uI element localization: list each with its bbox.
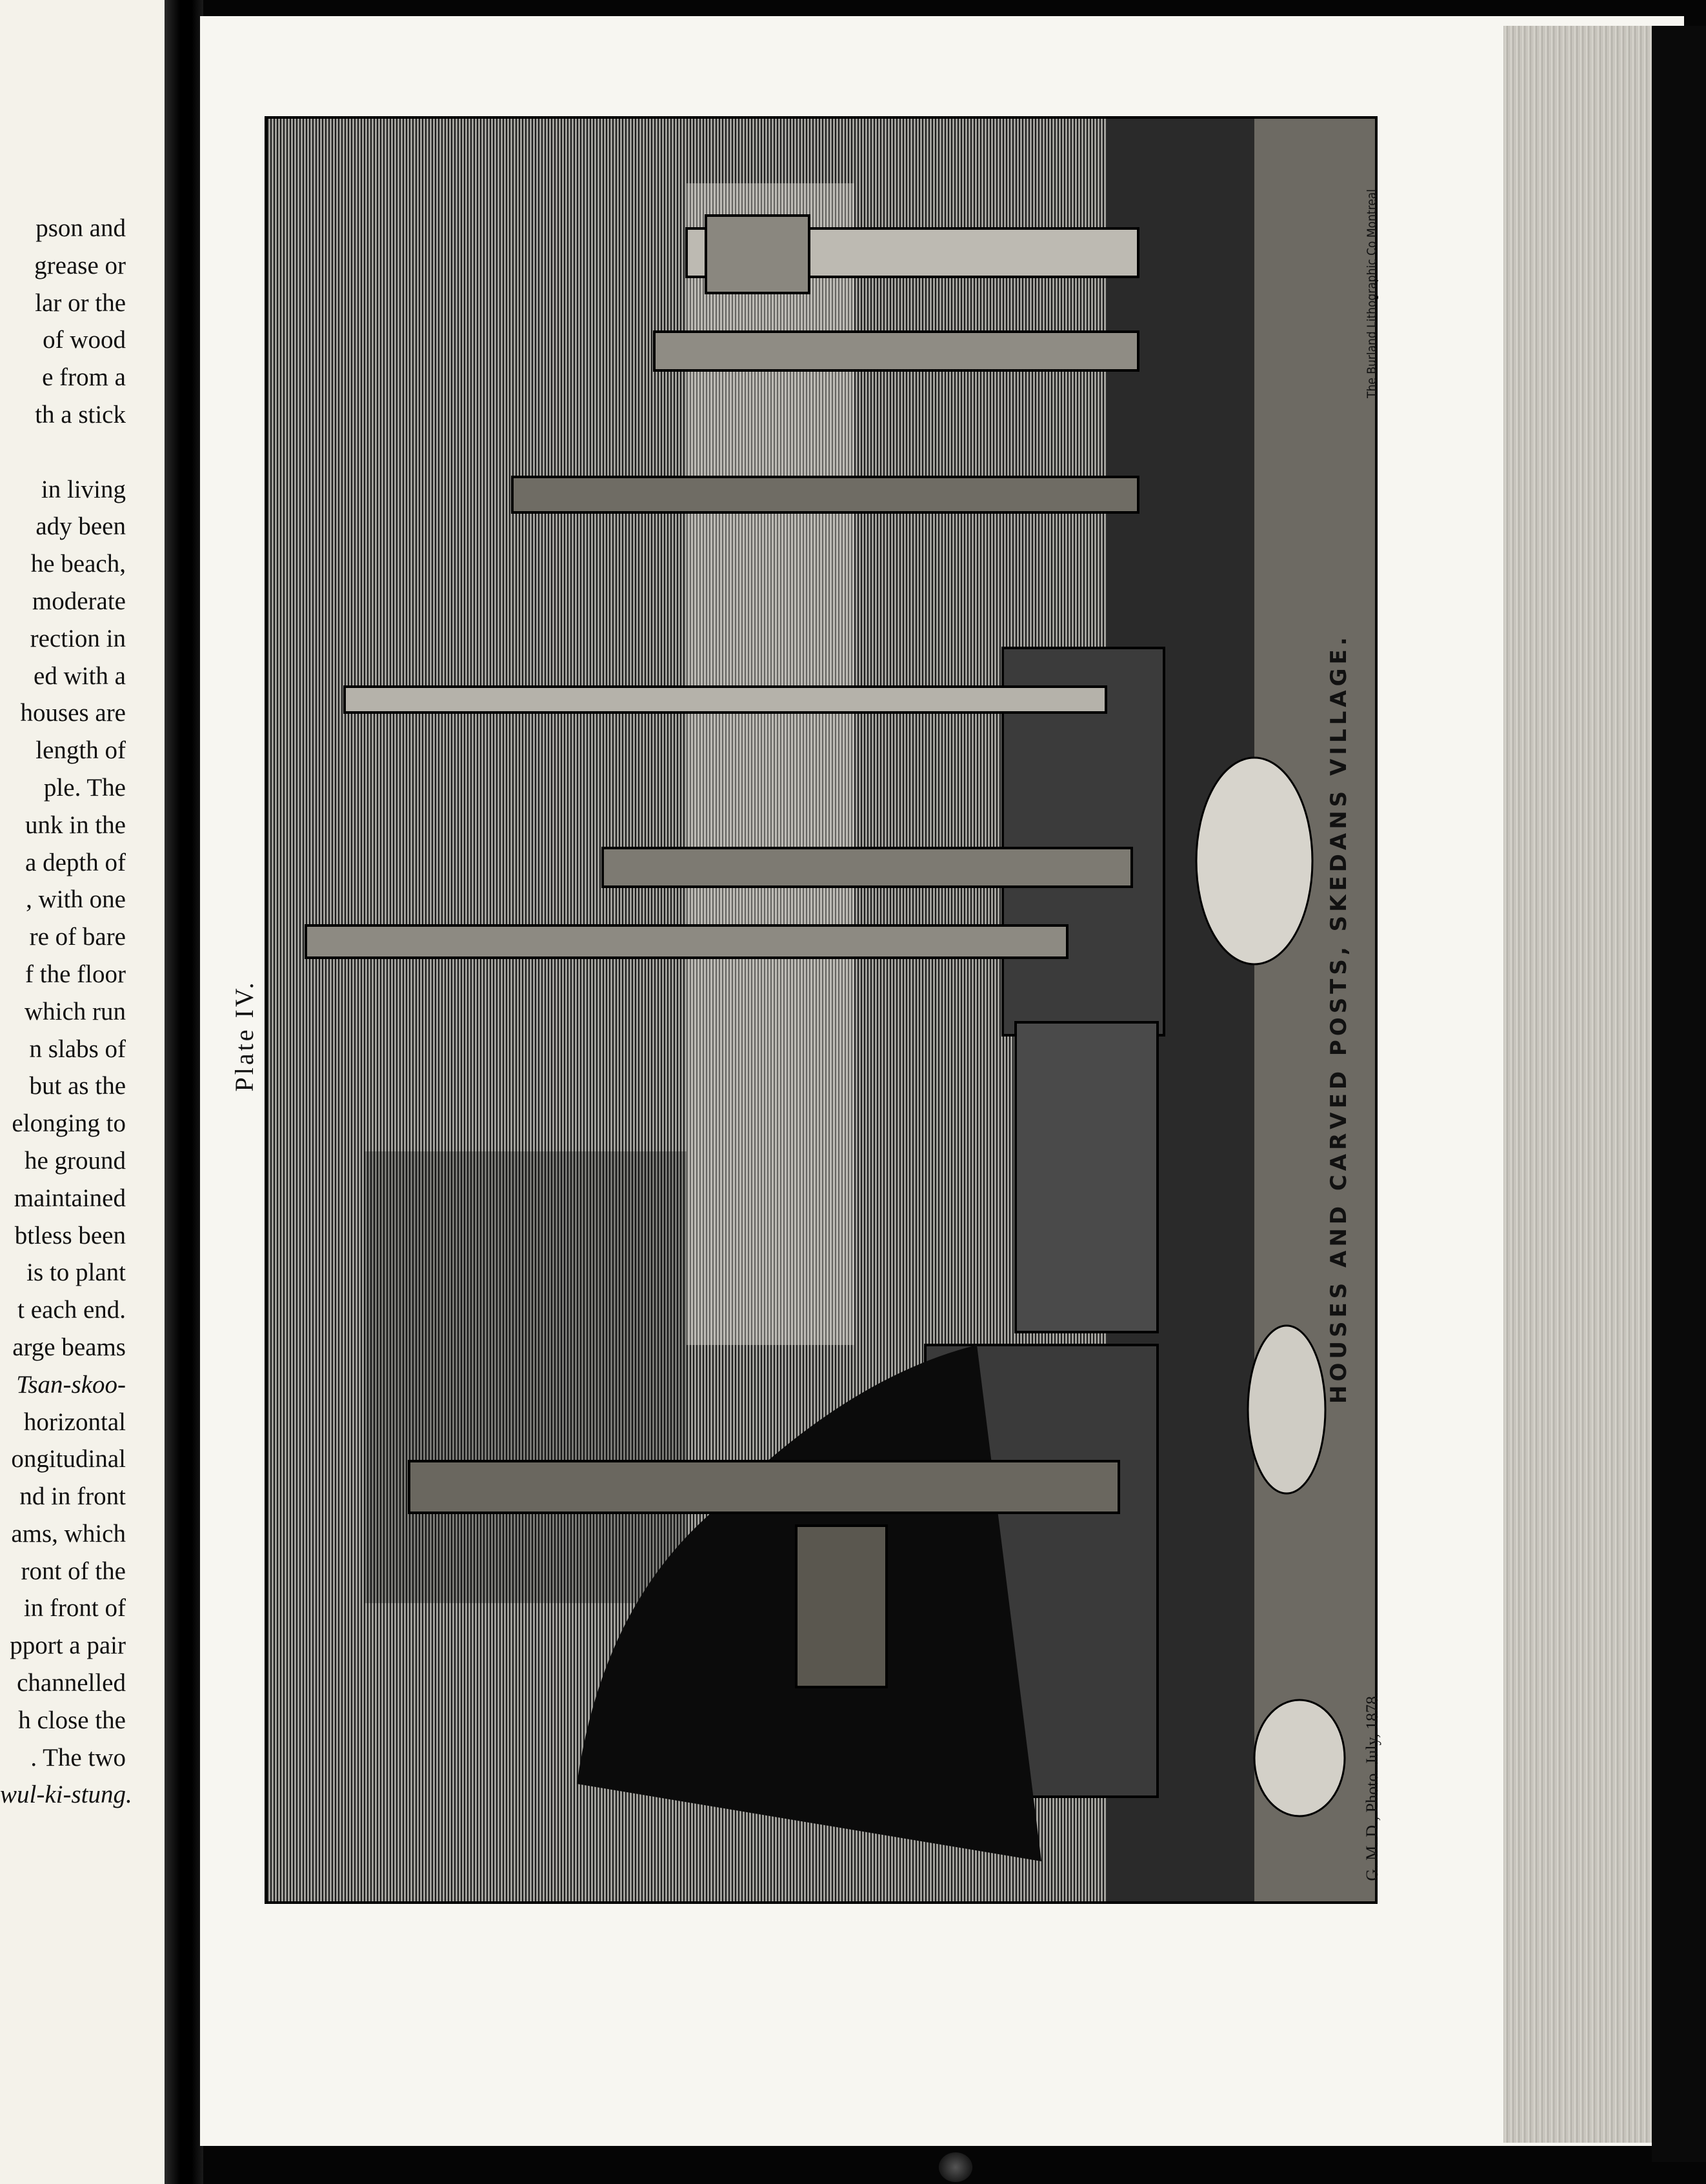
- left-text-line: lar or the: [35, 288, 126, 317]
- left-text-line: but as the: [29, 1072, 126, 1100]
- left-text-line: th a stick: [35, 400, 126, 429]
- left-text-line: n slabs of: [29, 1035, 126, 1063]
- left-text-line: t each end.: [17, 1296, 126, 1324]
- left-text-line: ront of the: [21, 1557, 126, 1585]
- book-gutter: [165, 0, 203, 2184]
- left-text-line: pport a pair: [10, 1632, 126, 1660]
- left-text-line: arge beams: [12, 1333, 126, 1361]
- plate-engraving: [265, 116, 1378, 1904]
- left-text-line: rection in: [30, 624, 126, 652]
- left-text-line: is to plant: [26, 1259, 126, 1287]
- left-text-line: pson and: [35, 214, 126, 242]
- left-text-line: which run: [24, 997, 126, 1026]
- left-text-line: he beach,: [30, 550, 126, 578]
- left-text-line: unk in the: [25, 811, 126, 839]
- left-text-line: ady been: [35, 512, 126, 541]
- left-text-line: h close the: [18, 1706, 126, 1734]
- left-page-text: [0, 210, 132, 1814]
- left-text-line: channelled: [17, 1669, 126, 1697]
- left-text-line: , with one: [26, 885, 126, 914]
- left-text-line: houses are: [20, 699, 126, 727]
- left-text-line: [0, 434, 126, 471]
- lithographer-credit: The Burland Lithographic Co Montreal: [1365, 189, 1379, 398]
- left-text-line: a depth of: [25, 848, 126, 876]
- left-text-line: in front of: [23, 1594, 126, 1623]
- left-text-line: grease or: [34, 251, 126, 279]
- left-text-line: ongitudinal: [11, 1445, 126, 1473]
- plate-label: Plate IV.: [230, 980, 259, 1092]
- left-text-line: maintained: [14, 1184, 126, 1212]
- left-text-line: Tsan-skoo-: [16, 1370, 126, 1399]
- engraving-illustration: [267, 119, 1378, 1904]
- left-text-line: re of bare: [29, 923, 126, 951]
- left-text-line: e from a: [42, 363, 126, 392]
- left-text-line: he ground: [24, 1146, 126, 1175]
- left-text-line: elonging to: [12, 1109, 126, 1138]
- left-page: [0, 0, 177, 2184]
- photo-credit: G. M. D., Photo. July, 1878.: [1363, 1692, 1381, 1881]
- left-text-line: nd in front: [19, 1482, 126, 1511]
- left-text-line: of wood: [43, 326, 126, 354]
- left-text-line: ed with a: [34, 662, 126, 690]
- left-text-line: wul-ki-stung.: [0, 1781, 132, 1809]
- ink-blot: [939, 2152, 972, 2182]
- page-edge-shadow: [1652, 26, 1706, 2162]
- left-text-line: . The two: [30, 1743, 126, 1772]
- plate-caption: HOUSES AND CARVED POSTS, SKEDANS VILLAGE.: [1326, 633, 1352, 1404]
- left-text-line: length of: [35, 736, 126, 765]
- left-text-line: ams, which: [11, 1519, 126, 1548]
- left-text-line: moderate: [32, 587, 126, 615]
- left-text-line: horizontal: [23, 1408, 126, 1436]
- left-text-line: ple. The: [43, 773, 126, 802]
- left-text-line: f the floor: [25, 960, 126, 988]
- left-text-line: btless been: [14, 1221, 126, 1249]
- left-text-line: in living: [41, 475, 126, 503]
